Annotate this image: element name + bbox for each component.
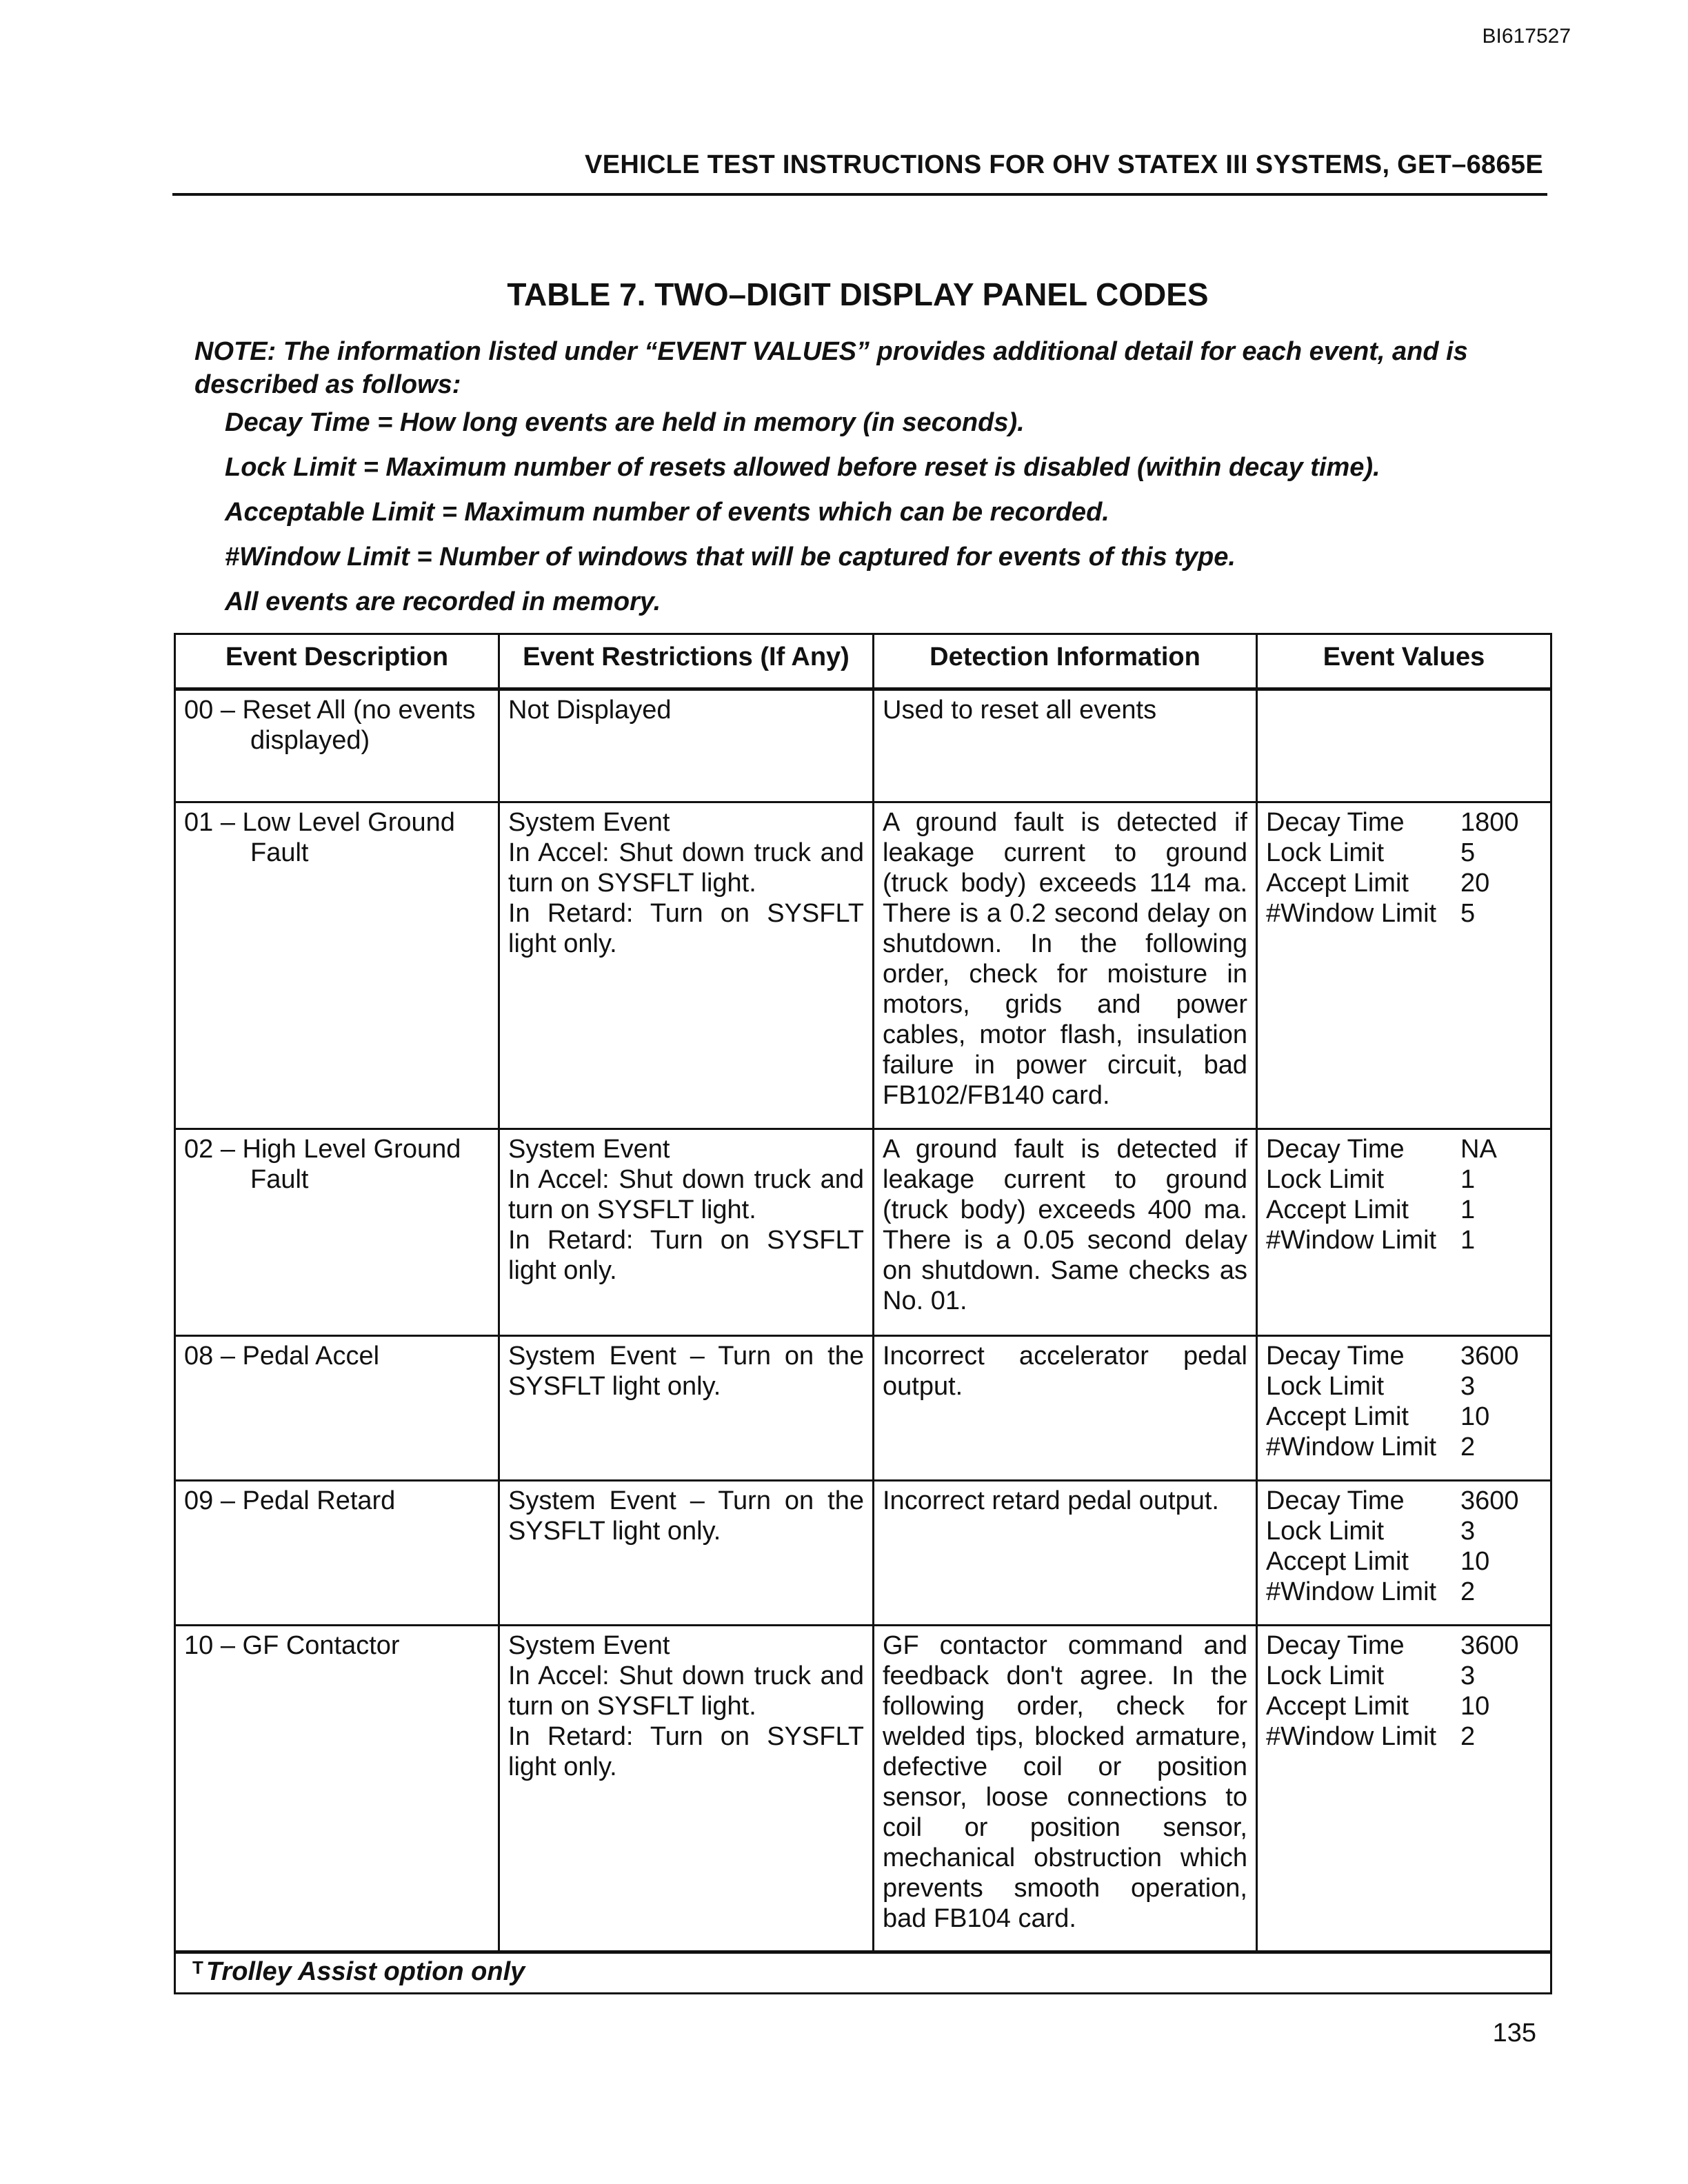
event-value: 1800 bbox=[1460, 808, 1519, 837]
footnote-text: Trolley Assist option only bbox=[205, 1957, 525, 1986]
event-restrictions-cell bbox=[499, 1481, 874, 1626]
table-row bbox=[175, 1481, 1551, 1626]
event-values-cell bbox=[1257, 1481, 1551, 1626]
event-description-cell: 08 – Pedal Accel bbox=[175, 1336, 499, 1481]
column-header-detection: Detection Information bbox=[874, 634, 1257, 689]
event-value-label: Accept Limit bbox=[1266, 869, 1409, 898]
footnote-mark: T bbox=[192, 1957, 203, 1978]
event-value: 5 bbox=[1460, 899, 1476, 928]
event-restrictions-cell bbox=[499, 1626, 874, 1952]
event-restrictions-cell bbox=[499, 1129, 874, 1336]
event-value: 2 bbox=[1460, 1433, 1476, 1462]
event-value: 3600 bbox=[1460, 1631, 1519, 1660]
column-header-description: Event Description bbox=[175, 634, 499, 689]
restriction-line: In Accel: Shut down truck and turn on SYSFLT light. bbox=[508, 1661, 864, 1721]
event-value: 3600 bbox=[1460, 1486, 1519, 1515]
display-panel-codes-table bbox=[174, 633, 1552, 1994]
event-value-label: #Window Limit bbox=[1266, 1722, 1437, 1751]
event-description-cell: 00 – Reset All (no events displayed) bbox=[175, 689, 499, 802]
event-restrictions-cell bbox=[499, 802, 874, 1129]
restriction-line: In Accel: Shut down truck and turn on SYSFLT light. bbox=[508, 1165, 864, 1224]
document-id: BI617527 bbox=[1482, 25, 1571, 48]
event-value-label: Decay Time bbox=[1266, 808, 1405, 837]
event-restrictions-cell bbox=[499, 689, 874, 802]
column-header-values: Event Values bbox=[1257, 634, 1551, 689]
restriction-line: System Event bbox=[508, 808, 670, 837]
event-description-cell: 01 – Low Level Ground Fault bbox=[175, 802, 499, 1129]
restriction-line: In Retard: Turn on SYSFLT light only. bbox=[508, 1722, 864, 1781]
definition-decay-time: Decay Time = How long events are held in memory (in seconds). bbox=[225, 408, 1025, 437]
restriction-line: Not Displayed bbox=[508, 696, 672, 725]
event-value: 10 bbox=[1460, 1402, 1490, 1431]
detection-information-cell: A ground fault is detected if leakage current to ground (truck body) exceeds 114 ma. There is a 0.2 second delay on shutdown. In the following order, check for moisture in motors, grids and power cables, motor flash, insulation failure in power circuit, bad FB102/FB140 card. bbox=[874, 802, 1257, 1129]
restriction-line: In Retard: Turn on SYSFLT light only. bbox=[508, 1226, 864, 1285]
table-row bbox=[175, 1336, 1551, 1481]
event-value-label: Accept Limit bbox=[1266, 1692, 1409, 1721]
detection-information-cell: Incorrect accelerator pedal output. bbox=[874, 1336, 1257, 1481]
event-value-label: Decay Time bbox=[1266, 1135, 1405, 1164]
event-value-label: Lock Limit bbox=[1266, 1517, 1385, 1546]
event-values-cell bbox=[1257, 1129, 1551, 1336]
table-row bbox=[175, 1626, 1551, 1952]
event-value-label: Accept Limit bbox=[1266, 1402, 1409, 1431]
event-value: 10 bbox=[1460, 1547, 1490, 1576]
event-value: 3 bbox=[1460, 1661, 1476, 1690]
page-number: 135 bbox=[1492, 2019, 1536, 2048]
restriction-line: System Event bbox=[508, 1631, 670, 1660]
event-value: 1 bbox=[1460, 1226, 1476, 1255]
event-value: 2 bbox=[1460, 1577, 1476, 1606]
event-value-label: Lock Limit bbox=[1266, 1661, 1385, 1690]
detection-information-cell: Incorrect retard pedal output. bbox=[874, 1481, 1257, 1626]
event-value-label: #Window Limit bbox=[1266, 899, 1437, 928]
event-value: 3600 bbox=[1460, 1342, 1519, 1371]
table-footnote-row bbox=[175, 1952, 1551, 1994]
header-divider bbox=[172, 193, 1547, 196]
event-value: 3 bbox=[1460, 1517, 1476, 1546]
restriction-line: In Retard: Turn on SYSFLT light only. bbox=[508, 899, 864, 958]
definition-window-limit: #Window Limit = Number of windows that will be captured for events of this type. bbox=[225, 543, 1236, 572]
event-value-label: #Window Limit bbox=[1266, 1433, 1437, 1462]
definition-acceptable-limit: Acceptable Limit = Maximum number of events which can be recorded. bbox=[225, 498, 1109, 527]
event-value-label: Accept Limit bbox=[1266, 1547, 1409, 1576]
event-value-label: Lock Limit bbox=[1266, 1165, 1385, 1194]
event-value: NA bbox=[1460, 1135, 1497, 1164]
event-description-cell: 02 – High Level Ground Fault bbox=[175, 1129, 499, 1336]
event-value-label: Decay Time bbox=[1266, 1486, 1405, 1515]
event-value: 20 bbox=[1460, 869, 1490, 898]
event-value-label: #Window Limit bbox=[1266, 1577, 1437, 1606]
restriction-line: System Event – Turn on the SYSFLT light only. bbox=[508, 1486, 864, 1546]
event-value: 1 bbox=[1460, 1165, 1476, 1194]
event-values-cell bbox=[1257, 689, 1551, 802]
event-value: 2 bbox=[1460, 1722, 1476, 1751]
detection-information-cell: Used to reset all events bbox=[874, 689, 1257, 802]
event-value-label: Decay Time bbox=[1266, 1631, 1405, 1660]
table-row bbox=[175, 802, 1551, 1129]
table-footnote bbox=[175, 1952, 1551, 1994]
event-value-label: Decay Time bbox=[1266, 1342, 1405, 1371]
event-values-cell bbox=[1257, 802, 1551, 1129]
definition-all-events: All events are recorded in memory. bbox=[225, 587, 661, 616]
event-description-cell: 10 – GF Contactor bbox=[175, 1626, 499, 1952]
event-value-label: Lock Limit bbox=[1266, 1372, 1385, 1401]
event-description-cell: 09 – Pedal Retard bbox=[175, 1481, 499, 1626]
event-value: 5 bbox=[1460, 838, 1476, 867]
table-title: TABLE 7. TWO–DIGIT DISPLAY PANEL CODES bbox=[507, 276, 1209, 312]
note-paragraph: NOTE: The information listed under “EVENT VALUES” provides additional detail for each event, and is described as follows: bbox=[194, 337, 1468, 399]
restriction-line: System Event bbox=[508, 1135, 670, 1164]
detection-information-cell: GF contactor command and feedback don't agree. In the following order, check for welded tips, blocked armature, defective coil or position sensor, loose connections to coil or position sensor, mechanical obstruction which prevents smooth operation, bad FB104 card. bbox=[874, 1626, 1257, 1952]
detection-information-cell: A ground fault is detected if leakage current to ground (truck body) exceeds 400 ma. There is a 0.05 second delay on shutdown. Same checks as No. 01. bbox=[874, 1129, 1257, 1336]
event-value-label: #Window Limit bbox=[1266, 1226, 1437, 1255]
table-row bbox=[175, 1129, 1551, 1336]
table-row bbox=[175, 689, 1551, 802]
event-value: 10 bbox=[1460, 1692, 1490, 1721]
definition-lock-limit: Lock Limit = Maximum number of resets allowed before reset is disabled (within decay time). bbox=[225, 453, 1380, 482]
event-values-cell bbox=[1257, 1626, 1551, 1952]
event-value-label: Accept Limit bbox=[1266, 1195, 1409, 1224]
restriction-line: In Accel: Shut down truck and turn on SYSFLT light. bbox=[508, 838, 864, 898]
running-header: VEHICLE TEST INSTRUCTIONS FOR OHV STATEX III SYSTEMS, GET–6865E bbox=[585, 150, 1543, 179]
event-value: 3 bbox=[1460, 1372, 1476, 1401]
event-values-cell bbox=[1257, 1336, 1551, 1481]
event-value: 1 bbox=[1460, 1195, 1476, 1224]
restriction-line: System Event – Turn on the SYSFLT light only. bbox=[508, 1342, 864, 1401]
event-value-label: Lock Limit bbox=[1266, 838, 1385, 867]
table-header-row bbox=[175, 634, 1551, 689]
event-restrictions-cell bbox=[499, 1336, 874, 1481]
column-header-restrictions: Event Restrictions (If Any) bbox=[499, 634, 874, 689]
